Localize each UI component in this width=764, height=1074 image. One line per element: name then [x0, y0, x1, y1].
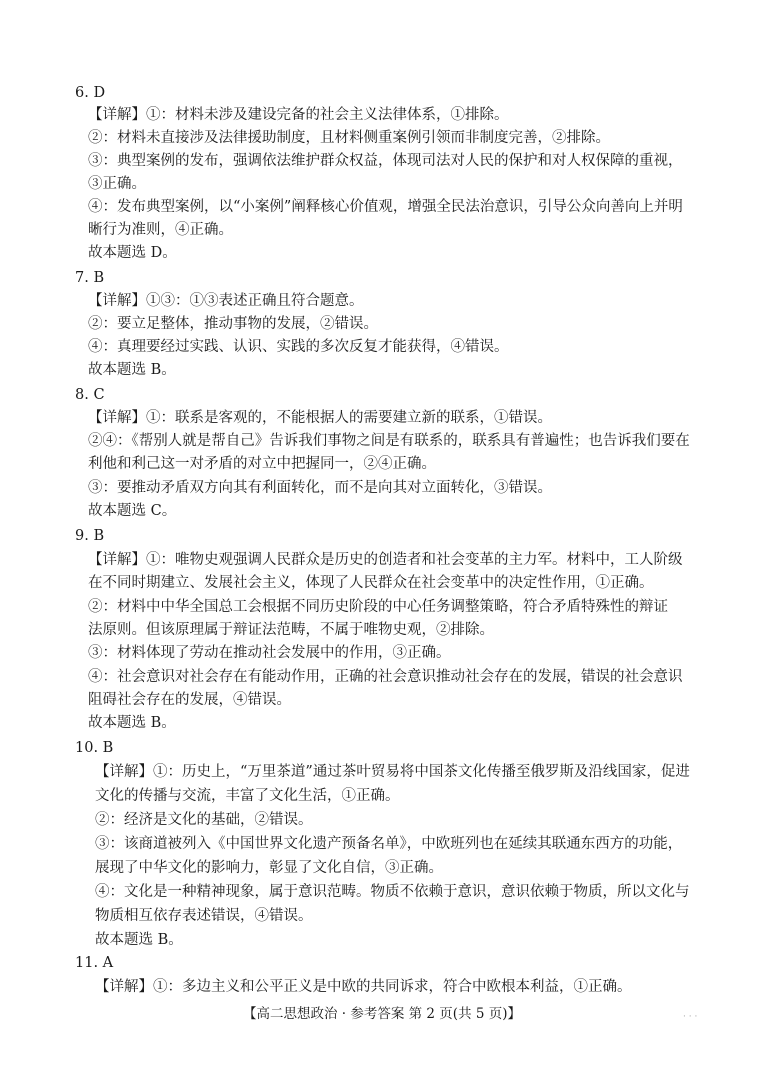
explanation-line: 晰行为准则，④正确。: [88, 222, 233, 238]
explanation-line: 【详解】①：唯物史观强调人民群众是历史的创造者和社会变革的主力军。材料中，工人阶级: [88, 552, 683, 568]
explanation-line: ④：真理要经过实践、认识、实践的多次反复才能获得，④错误。: [88, 339, 509, 355]
explanation-line: 在不同时期建立、发展社会主义，体现了人民群众在社会变革中的决定性作用，①正确。: [88, 575, 654, 591]
explanation-line: 【详解】①：材料未涉及建设完备的社会主义法律体系，①排除。: [88, 107, 509, 123]
explanation-line: 【详解】①③：①③表述正确且符合题意。: [88, 293, 364, 309]
explanation-line: 【详解】①：联系是客观的，不能根据人的需要建立新的联系，①错误。: [88, 410, 552, 426]
page-footer: 【高二思想政治 · 参考答案 第 2 页(共 5 页)】: [242, 1006, 522, 1022]
conclusion-line: 故本题选 B。: [88, 362, 176, 378]
answer-9: 9. B: [75, 528, 105, 544]
explanation-line: ③：材料体现了劳动在推动社会发展中的作用，③正确。: [88, 645, 451, 661]
explanation-line: ②：材料未直接涉及法律援助制度，且材料侧重案例引领而非制度完善，②排除。: [88, 130, 610, 146]
explanation-line: 【详解】①：多边主义和公平正义是中欧的共同诉求，符合中欧根本利益，①正确。: [95, 979, 632, 995]
conclusion-line: 故本题选 D。: [88, 245, 177, 261]
explanation-line: ④：发布典型案例，以“小案例”阐释核心价值观，增强全民法治意识，引导公众向善向上并明: [88, 199, 683, 215]
conclusion-line: 故本题选 B。: [88, 715, 176, 731]
explanation-line: ②：材料中中华全国总工会根据不同历史阶段的中心任务调整策略，符合矛盾特殊性的辩证: [88, 599, 668, 615]
explanation-line: ④：社会意识对社会存在有能动作用，正确的社会意识推动社会存在的发展，错误的社会意识: [88, 669, 683, 685]
answer-6: 6. D: [75, 85, 106, 101]
explanation-line: ③正确。: [88, 176, 146, 192]
explanation-line: ③：该商道被列入《中国世界文化遗产预备名单》，中欧班列也在延续其联通东西方的功能，: [95, 836, 683, 852]
explanation-line: ②④：《帮别人就是帮自己》告诉我们事物之间是有联系的，联系具有普遍性；也告诉我们要在: [88, 433, 690, 449]
answer-10: 10. B: [75, 740, 114, 756]
explanation-line: 法原则。但该原理属于辩证法范畴，不属于唯物史观，②排除。: [88, 622, 494, 638]
scan-mark: · · ·: [683, 1012, 698, 1022]
explanation-line: 利他和利己这一对矛盾的对立中把握同一，②④正确。: [88, 456, 436, 472]
explanation-line: ②：要立足整体，推动事物的发展，②错误。: [88, 316, 378, 332]
conclusion-line: 故本题选 C。: [88, 503, 177, 519]
explanation-line: 物质相互依存表述错误，④错误。: [95, 908, 313, 924]
conclusion-line: 故本题选 B。: [95, 932, 183, 948]
explanation-line: 文化的传播与交流，丰富了文化生活，①正确。: [95, 788, 400, 804]
explanation-line: 阻碍社会存在的发展，④错误。: [88, 692, 291, 708]
explanation-line: ②：经济是文化的基础，②错误。: [95, 812, 313, 828]
answer-8: 8. C: [75, 387, 105, 403]
explanation-line: ③：要推动矛盾双方向其有利面转化，而不是向其对立面转化，③错误。: [88, 480, 552, 496]
explanation-line: ③：典型案例的发布，强调依法维护群众权益，体现司法对人民的保护和对人权保障的重视，: [88, 153, 683, 169]
explanation-line: 展现了中华文化的影响力，彰显了文化自信，③正确。: [95, 860, 443, 876]
explanation-line: 【详解】①：历史上，“万里茶道”通过茶叶贸易将中国茶文化传播至俄罗斯及沿线国家，促进: [95, 764, 690, 780]
answer-11: 11. A: [75, 955, 114, 971]
answer-7: 7. B: [75, 270, 105, 286]
explanation-line: ④：文化是一种精神现象，属于意识范畴。物质不依赖于意识，意识依赖于物质，所以文化与: [95, 884, 690, 900]
